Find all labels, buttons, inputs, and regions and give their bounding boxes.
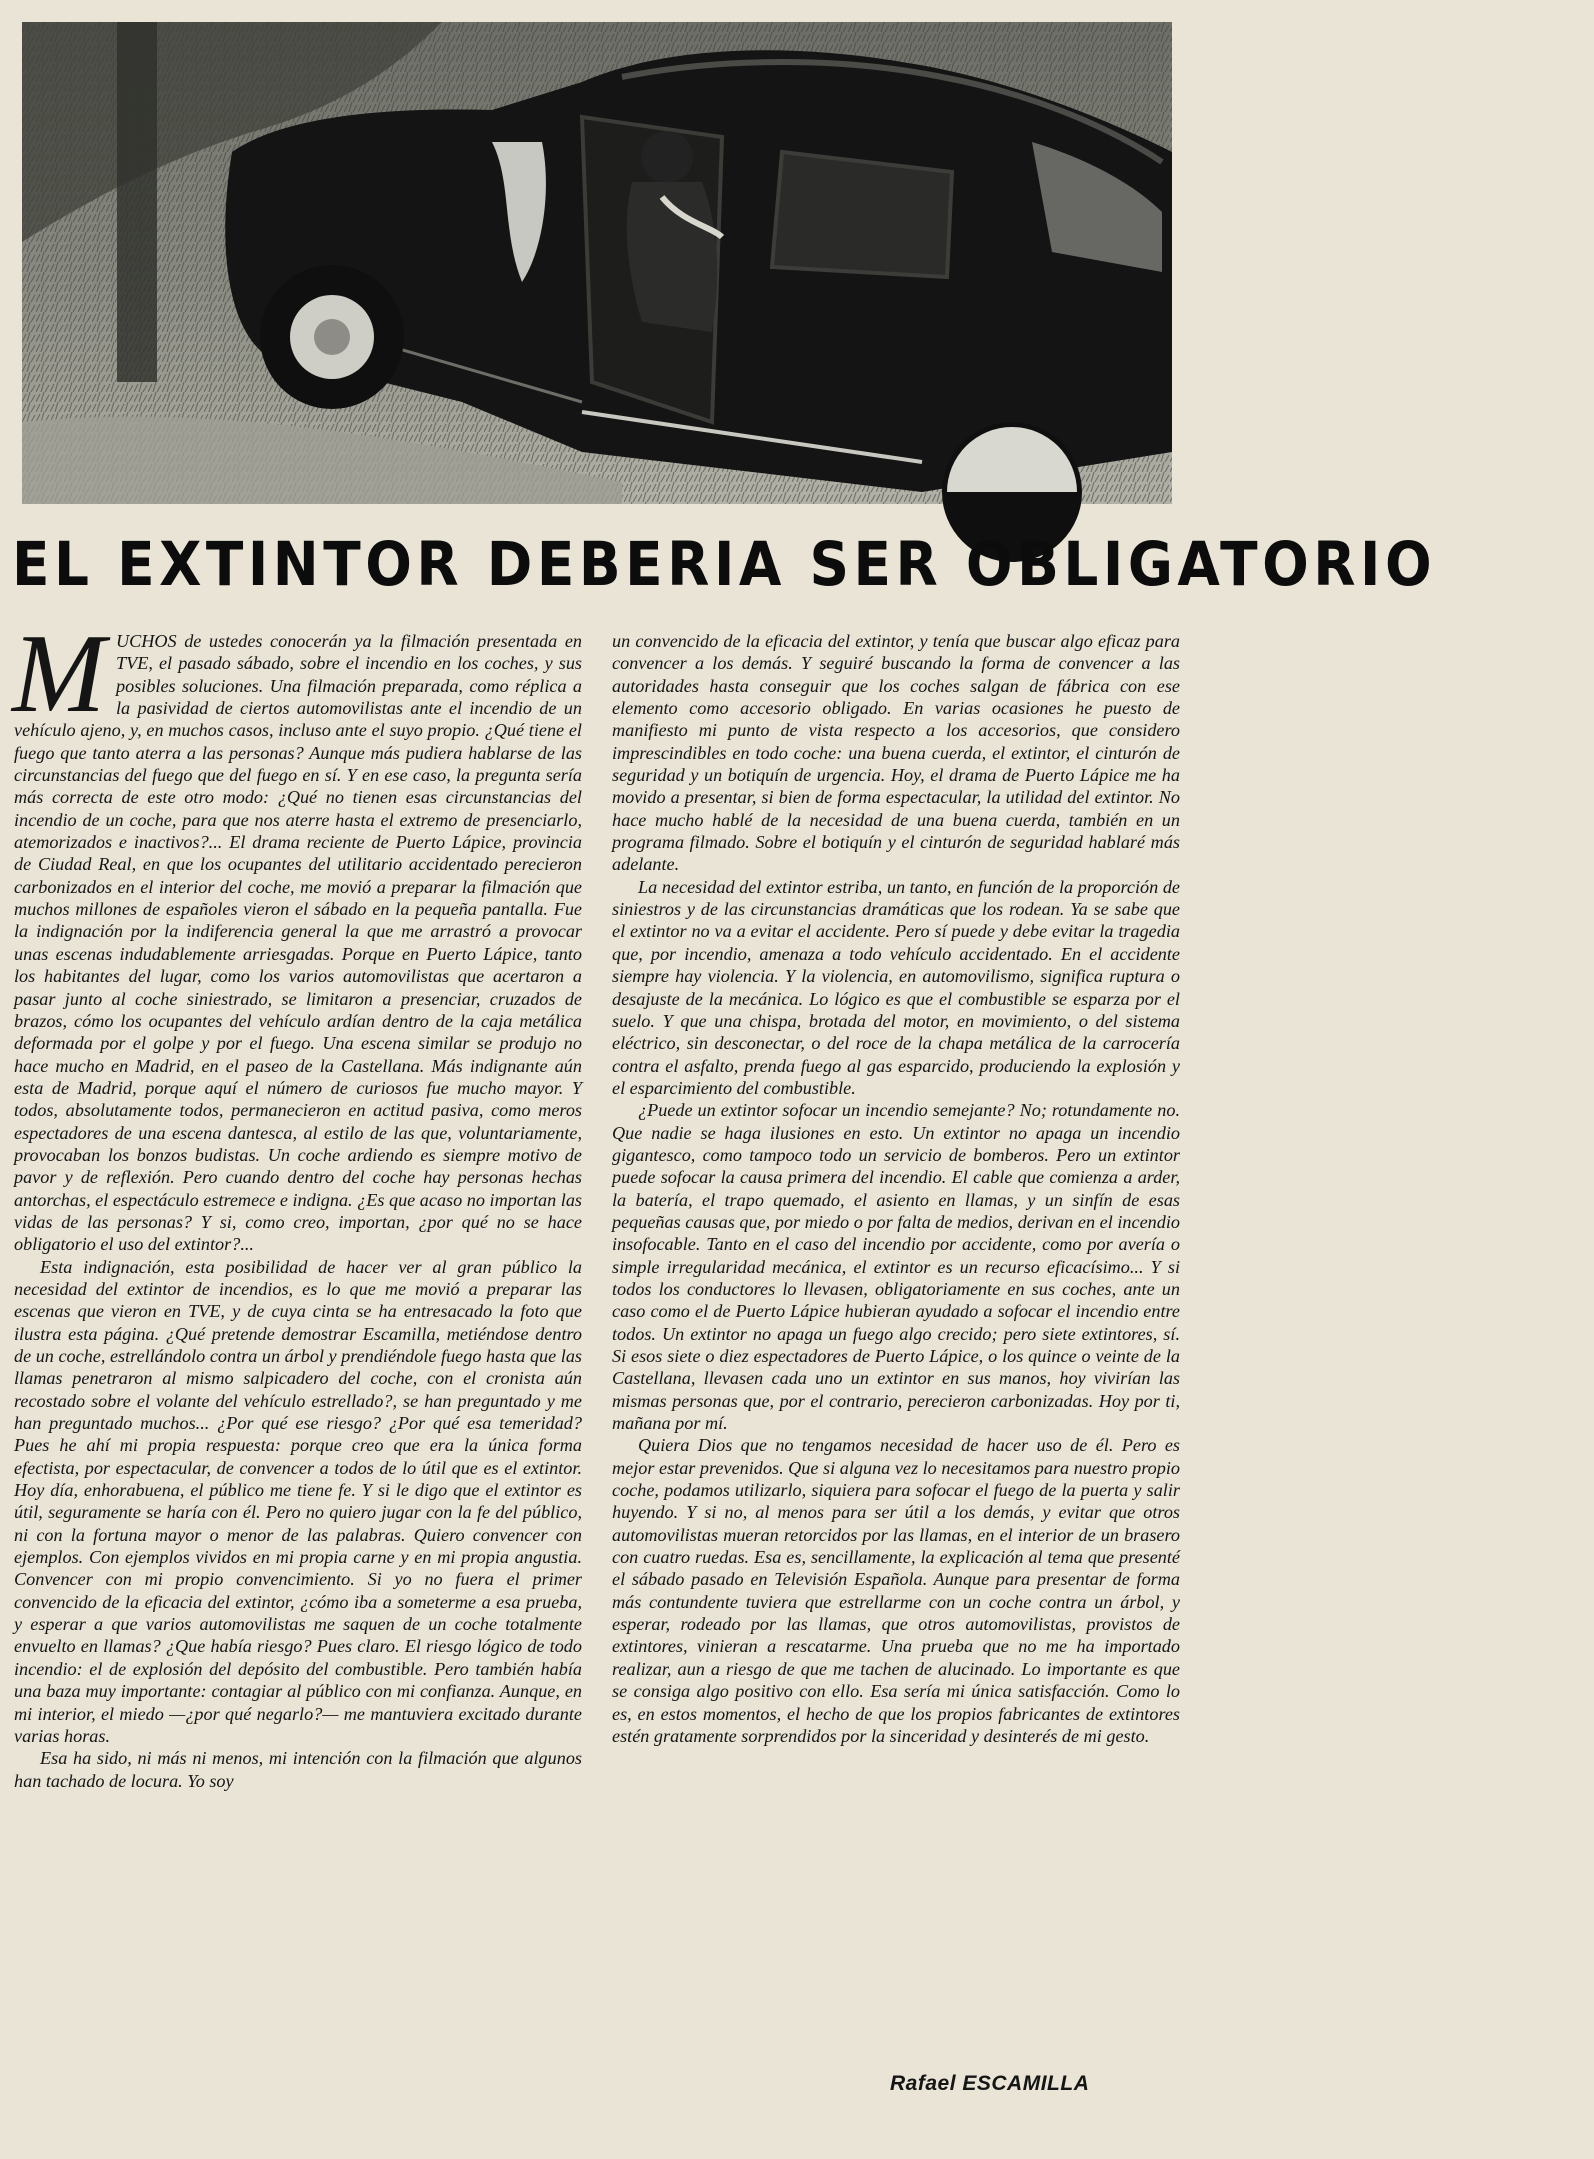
- article-paragraph: La necesidad del extintor estriba, un tanto, en función de la proporción de siniestros y de las circunstancias dramáticas que los rodean. Ya se sabe que el extintor no va a evitar el accidente. Pero sí puede y debe evitar la tragedia que, por incendio, amenaza a todo vehículo accidentado. En el accidente siempre hay violencia. Y la violencia, en automovilismo, significa ruptura o desajuste de la mecánica. Lo lógico es que el combustible se esparza por el suelo. Y que una chispa, brotada del motor, en movimiento, o del sistema eléctrico, sin desconectar, o del roce de la chapa metálica de la carrocería contra el asfalto, prenda fuego al gas esparcido, produciendo la explosión y el esparcimiento del combustible.: [612, 876, 1180, 1098]
- article-paragraph: Quiera Dios que no tengamos necesidad de hacer uso de él. Pero es mejor estar prevenidos. Que si alguna vez lo necesitamos para nuestro propio coche, podamos utilizarlo, siquiera para sofocar el fuego de la puerta y salir huyendo. Y si no, al menos para ser útil a los demás, y evitar que otros automovilistas mueran retorcidos por las llamas, en el interior de un brasero con cuatro ruedas. Esa es, sencillamente, la explicación al tema que presenté el sábado pasado en Televisión Española. Aunque para presentar de forma más contundente tuviera que estrellarme con un coche contra un árbol, y esperar, rodeado por las llamas, que otros automovilistas, provistos de extintores, vinieran a rescatarme. Una prueba que no me ha importado realizar, aun a riesgo de que me tachen de alucinado. Lo importante es que se consiga algo positivo con ello. Esa sería mi única satisfacción. Como lo es, en estos momentos, el hecho de que los propios fabricantes de extintores estén gratamente sorprendidos por la sinceridad y desinterés de mi gesto.: [612, 1435, 1180, 1746]
- article-paragraph: ¿Puede un extintor sofocar un incendio semejante? No; rotundamente no. Que nadie se haga ilusiones en esto. Un extintor no apaga un incendio gigantesco, como tampoco todo un servicio de bomberos. Pero un extintor puede sofocar la causa primera del incendio. El cable que comienza a arder, la batería, el trapo quemado, el asiento en llamas, y un sinfín de esas pequeñas causas que, por miedo o por falta de medios, derivan en el incendio insofocable. Tanto en el caso del incendio por accidente, como por avería o simple irregularidad mecánica, el extintor es un recurso eficacísimo... Y si todos los conductores lo llevasen, obligatoriamente en sus coches, ante un caso como el de Puerto Lápice hubieran ayudado a sofocar el incendio entre todos. Un extintor no apaga un fuego algo crecido; pero siete extintores, sí. Si esos siete o diez espectadores de Puerto Lápice, o los quince o veinte de la Castellana, llevasen cada uno un extintor en sus manos, hoy vivirían las mismas personas que, por el contrario, perecieron carbonizadas. Hoy por ti, mañana por mí.: [612, 1100, 1180, 1434]
- article-headline: EL EXTINTOR DEBERIA SER OBLIGATORIO: [12, 529, 1437, 600]
- article-column-left: [12, 612, 582, 2118]
- article-paragraph: UCHOS de ustedes conocerán ya la filmación presentada en TVE, el pasado sábado, sobre el incendio en los coches, y sus posibles soluciones. Una filmación preparada, como réplica a la pasividad de ciertos automovilistas ante el incendio de un vehículo ajeno, y, en muchos casos, incluso ante el suyo propio. ¿Qué tiene el fuego que tanto aterra a las personas? Aunque más pudiera hablarse de las circunstancias del fuego que del fuego en sí. Y en ese caso, la pregunta sería más correcta de este otro modo: ¿Qué no tienen esas circunstancias del incendio de un coche, para que nos aterre hasta el extremo de presenciarlo, atemorizados e inactivos?... El drama reciente de Puerto Lápice, provincia de Ciudad Real, en que los ocupantes del utilitario accidentado perecieron carbonizados en el interior del coche, me movió a preparar la filmación que muchos millones de españoles vieron el sábado en la pequeña pantalla. Fue la indignación por la indiferencia general la que me arrastró a provocar unas escenas indudablemente arriesgadas. Porque en Puerto Lápice, tanto los habitantes del lugar, como los varios automovilistas que acertaron a pasar junto al coche siniestrado, se limitaron a presenciar, cruzados de brazos, cómo los ocupantes del vehículo ardían dentro de la caja metálica deformada por el golpe y por el fuego. Una escena similar se produjo no hace mucho en Madrid, en el paseo de la Castellana. Más indignante aún esta de Madrid, porque aquí el número de curiosos fue mucho mayor. Y todos, absolutamente todos, permanecieron en actitud pasiva, como meros espectadores de una escena dantesca, al estilo de las que, voluntariamente, provocaban los bonzos budistas. Un coche ardiendo es siempre motivo de pavor y de reflexión. Pero cuando dentro del coche hay personas hechas antorchas, el espectáculo estremece e indigna. ¿Es que acaso no importan las vidas de las personas? Y si, como creo, importan, ¿por qué no se hace obligatorio el uso del extintor?...: [14, 631, 582, 1255]
- car-photo-image: [22, 22, 1172, 504]
- drop-cap: M: [12, 612, 106, 736]
- article-column-right: [612, 630, 1180, 2060]
- car-photo: [22, 22, 1172, 504]
- author-signature: Rafael ESCAMILLA: [890, 2072, 1090, 2095]
- article-paragraph: un convencido de la eficacia del extintor, y tenía que buscar algo eficaz para convencer a los demás. Y seguiré buscando la forma de convencer a las autoridades hasta conseguir que los coches salgan de fábrica con ese elemento como accesorio obligado. En varias ocasiones he puesto de manifiesto mi punto de vista respecto a los accesorios, que considero imprescindibles en todo coche: una buena cuerda, el extintor, el cinturón de seguridad y un botiquín de urgencia. Hoy, el drama de Puerto Lápice me ha movido a presentar, si bien de forma espectacular, la utilidad del extintor. No hace mucho hablé de la necesidad de una buena cuerda, también en un programa filmado. Sobre el botiquín y el cinturón de seguridad hablaré más adelante.: [612, 631, 1180, 875]
- article-paragraph: Esta indignación, esta posibilidad de hacer ver al gran público la necesidad del extintor de incendios, es lo que me movió a preparar las escenas que vieron en TVE, y de cuya cinta se ha entresacado la foto que ilustra esta página. ¿Qué pretende demostrar Escamilla, metiéndose dentro de un coche, estrellándolo contra un árbol y prendiéndole fuego hasta que las llamas penetraron al mismo salpicadero del coche, con el cronista aún recostado sobre el volante del vehículo estrellado?, se han preguntado y me han preguntado muchos... ¿Por qué ese riesgo? ¿Por qué esa temeridad? Pues he ahí mi propia respuesta: porque creo que era la única forma efectista, por espectacular, de convencer a todos de lo útil que es el extintor. Hoy día, enhorabuena, el público me tiene fe. Y si le digo que el extintor es útil, seguramente se haría con él. Pero no quiero jugar con la fe del público, ni con la fortuna mayor o menor de las palabras. Quiero convencer con ejemplos. Con ejemplos vividos en mi propia carne y en mi propia angustia. Convencer con mi propio convencimiento. Si yo no fuera el primer convencido de la eficacia del extintor, ¿cómo iba a someterme a esa prueba, y esperar a que varios automovilistas me saquen de un coche totalmente envuelto en llamas? ¿Que había riesgo? Pues claro. El riesgo lógico de todo incendio: el de explosión del depósito del combustible. Pero también había una baza muy importante: contagiar al público con mi confianza. Aunque, en mi interior, el miedo —¿por qué negarlo?— me mantuviera excitado durante varias horas.: [14, 1256, 582, 1746]
- article-paragraph: Esa ha sido, ni más ni menos, mi intención con la filmación que algunos han tachado de locura. Yo soy: [14, 1748, 582, 1791]
